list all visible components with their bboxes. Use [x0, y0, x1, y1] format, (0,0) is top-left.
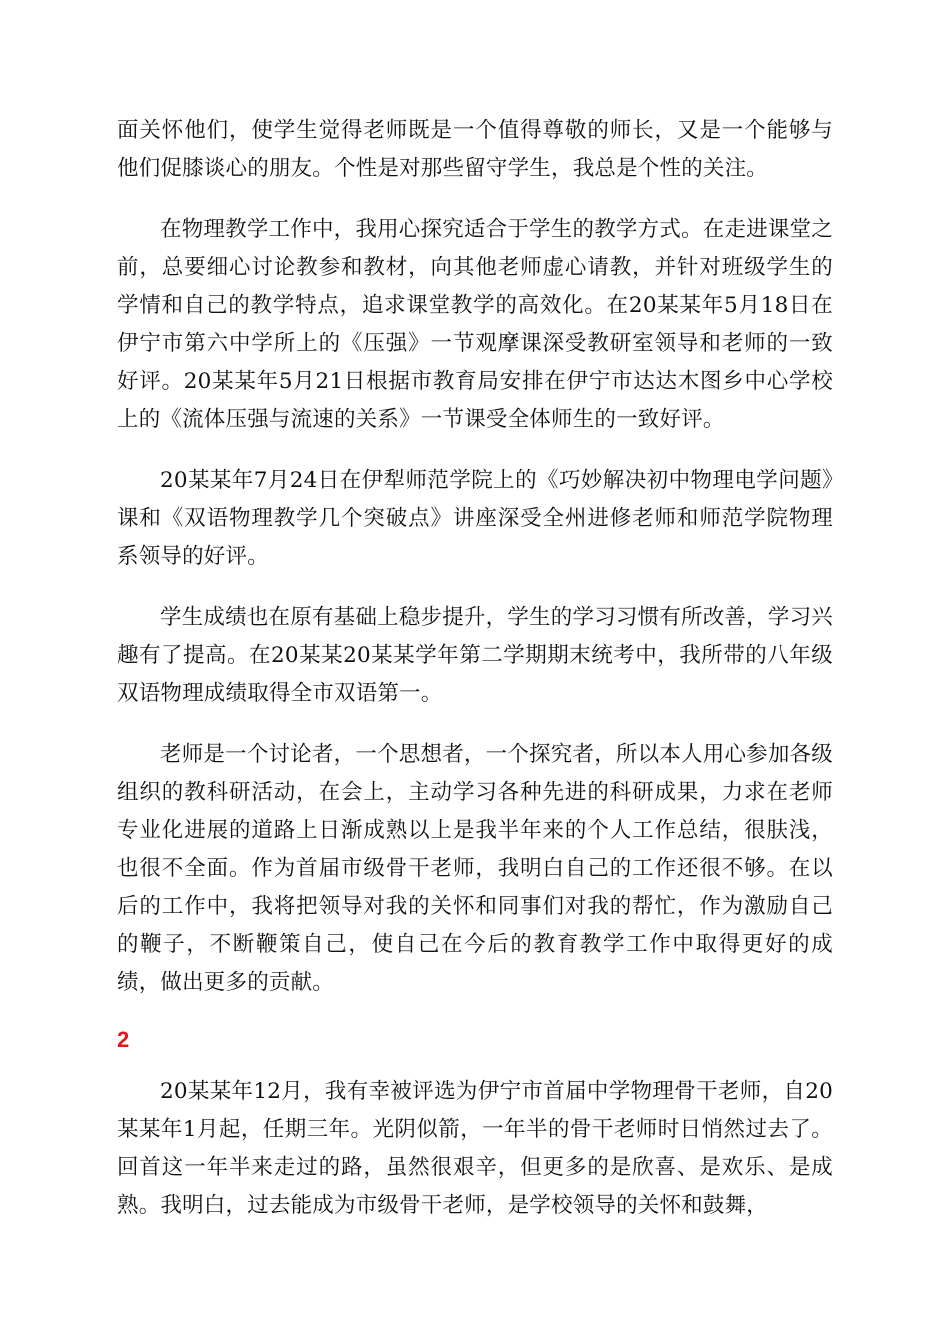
- paragraph-yili-lecture: 20某某年7月24日在伊犁师范学院上的《巧妙解决初中物理电学问题》课和《双语物理教学几个突破点》讲座深受全州进修老师和师范学院物理系领导的好评。: [117, 468, 833, 569]
- document-body: [117, 112, 833, 1248]
- paragraph-section2-intro: 20某某年12月，我有幸被评选为伊宁市首届中学物理骨干老师，自20某某年1月起，任期三年。光阴似箭，一年半的骨干老师时日悄然过去了。回首这一年半来走过的路，虽然很艰辛，但更多的是欣喜、是欢乐、是成熟。我明白，过去能成为市级骨干老师，是学校领导的关怀和鼓舞，: [117, 1079, 833, 1218]
- paragraph-research-summary: 老师是一个讨论者，一个思想者，一个探究者，所以本人用心参加各级组织的教科研活动，在会上，主动学习各种先进的科研成果，力求在老师专业化进展的道路上日渐成熟以上是我半年来的个人工作总结，很肤浅，也很不全面。作为首届市级骨干老师，我明白自己的工作还很不够。在以后的工作中，我将把领导对我的关怀和同事们对我的帮忙，作为激励自己的鞭子，不断鞭策自己，使自己在今后的教育教学工作中取得更好的成绩，做出更多的贡献。: [117, 742, 833, 995]
- paragraph-physics-teaching: 在物理教学工作中，我用心探究适合于学生的教学方式。在走进课堂之前，总要细心讨论教参和教材，向其他老师虚心请教，并针对班级学生的学情和自己的教学特点，追求课堂教学的高效化。在20某某年5月18日在伊宁市第六中学所上的《压强》一节观摩课深受教研室领导和老师的一致好评。20某某年5月21日根据市教育局安排在伊宁市达达木图乡中心学校上的《流体压强与流速的关系》一节课受全体师生的一致好评。: [117, 217, 833, 432]
- paragraph-continuation: 面关怀他们，使学生觉得老师既是一个值得尊敬的师长，又是一个能够与他们促膝谈心的朋友。个性是对那些留守学生，我总是个性的关注。: [117, 118, 833, 181]
- paragraph-student-results: 学生成绩也在原有基础上稳步提升，学生的学习习惯有所改善，学习兴趣有了提高。在20某某20某某学年第二学期期末统考中，我所带的八年级双语物理成绩取得全市双语第一。: [117, 605, 833, 706]
- section-number: 2: [117, 1027, 130, 1052]
